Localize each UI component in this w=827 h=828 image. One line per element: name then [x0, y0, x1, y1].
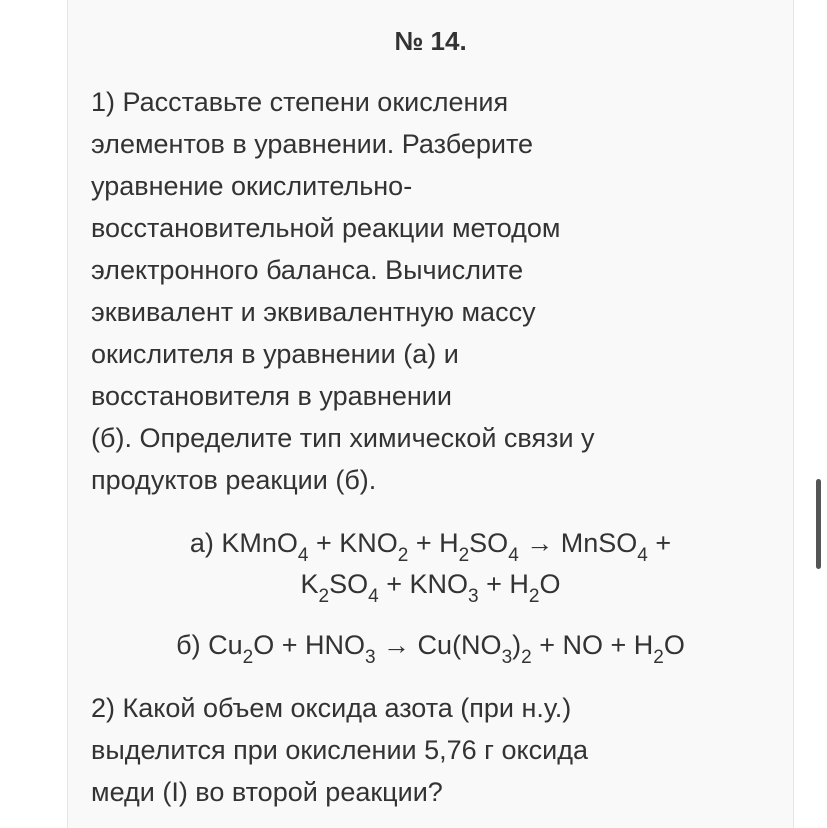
eq-subscript: 3	[501, 647, 513, 668]
task-1-line: восстановительной реакции методом	[91, 213, 561, 243]
eq-subscript: 2	[397, 545, 409, 566]
eq-text: O	[663, 630, 685, 660]
task-1-line: 1) Расставьте степени окисления	[91, 87, 509, 117]
eq-text: + NO + H	[531, 630, 654, 660]
eq-subscript: 2	[653, 647, 664, 668]
eq-subscript: 4	[368, 586, 379, 607]
eq-text: + H	[478, 569, 529, 599]
eq-subscript: 2	[318, 586, 330, 607]
task-1-text	[91, 81, 731, 501]
problem-number: № 14.	[394, 26, 467, 56]
eq-subscript: 3	[364, 647, 376, 668]
eq-text: + KNO	[308, 528, 398, 558]
eq-text: SO	[469, 528, 509, 558]
eq-subscript: 3	[468, 586, 479, 607]
task-2-line: меди (I) во второй реакции?	[91, 777, 443, 807]
task-1-line: эквивалент и эквивалентную массу	[91, 297, 536, 327]
eq-subscript: 4	[297, 545, 309, 566]
eq-subscript: 2	[242, 647, 254, 668]
vertical-scrollbar[interactable]	[816, 479, 821, 569]
eq-text: K	[300, 569, 319, 599]
task-1-line: продуктов реакции (б).	[91, 465, 377, 495]
eq-text: + H	[408, 528, 459, 558]
task-1-line: элементов в уравнении. Разберите	[91, 129, 534, 159]
eq-text: → Cu(NO	[375, 630, 502, 660]
task-1-line: восстановителя в уравнении	[91, 381, 452, 411]
eq-text: + KNO	[378, 569, 468, 599]
task-1-line: окислителя в уравнении (а) и	[91, 339, 459, 369]
eq-text: а) KMnO	[189, 528, 298, 558]
task-1-line: электронного баланса. Вычислите	[91, 255, 524, 285]
equation-a-line-2	[68, 563, 793, 605]
eq-subscript: 2	[528, 586, 540, 607]
task-2-line: выделится при окислении 5,76 г оксида	[91, 735, 589, 765]
eq-text: O + HNO	[253, 630, 365, 660]
document-page	[67, 0, 794, 828]
eq-text: б) Cu	[176, 630, 243, 660]
task-2-line: 2) Какой объем оксида азота (при н.у.)	[91, 693, 572, 723]
eq-text: SO	[329, 569, 369, 599]
task-1-line: (б). Определите тип химической связи у	[91, 423, 595, 453]
task-1-line: уравнение окислительно-	[91, 171, 413, 201]
eq-text: )	[512, 630, 522, 660]
eq-text: → MnSO	[518, 528, 638, 558]
eq-subscript: 2	[458, 545, 470, 566]
eq-text: +	[647, 528, 672, 558]
eq-subscript: 2	[521, 647, 532, 668]
eq-text: O	[539, 569, 561, 599]
eq-subscript: 4	[508, 545, 519, 566]
equation-a-line-1	[68, 522, 793, 564]
task-2-text	[91, 687, 731, 813]
eq-subscript: 4	[637, 545, 648, 566]
equation-b	[68, 624, 793, 666]
